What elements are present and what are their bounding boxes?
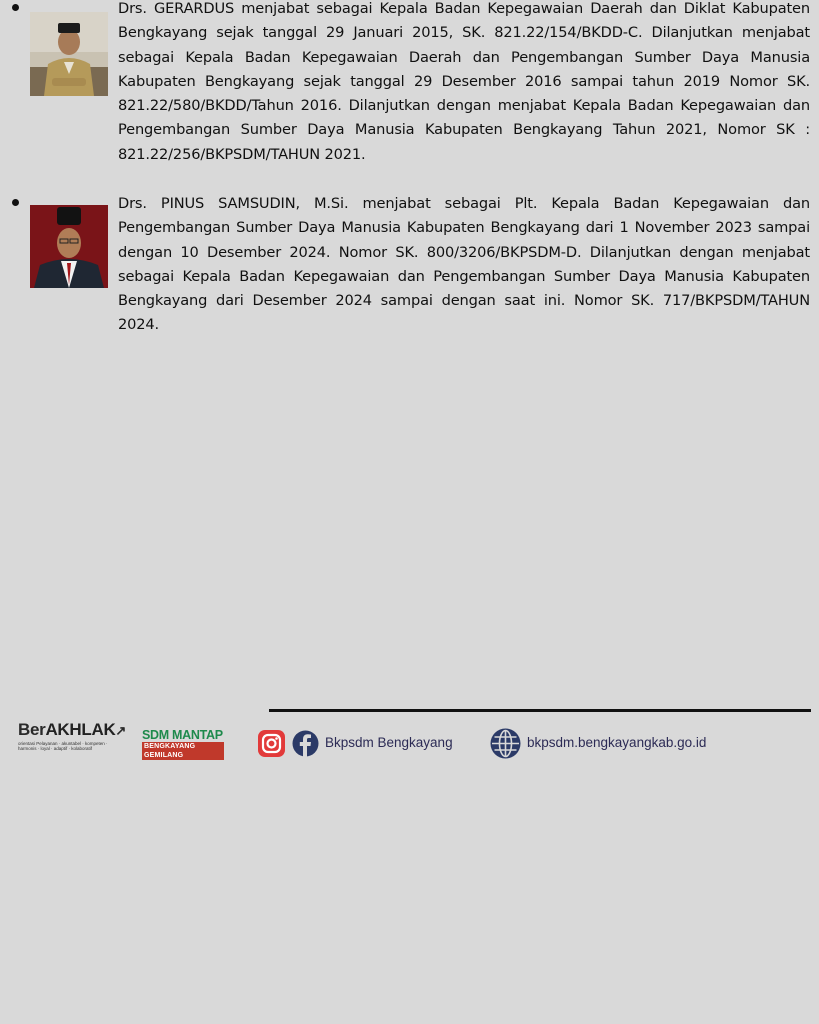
sdm-logo-top: SDM MANTAP [142, 728, 223, 742]
footer [0, 718, 819, 768]
berakhlak-brand-main: AKHLAK [45, 720, 116, 739]
bio-text-2: Drs. PINUS SAMSUDIN, M.Si. menjabat sebagai Plt. Kepala Badan Kepegawaian dan Pengembangan Sumber Daya Manusia Kabupaten Bengkayang dari 1 November 2023 sampai dengan 10 Desember 2024. Nomor SK. 800/3206/BKPSDM-D. Dilanjutkan dengan menjabat sebagai Kepala Badan Kepegawaian dan Pengembangan Sumber Daya Manusia Kabupaten Bengkayang dari Desember 2024 sampai dengan saat ini. Nomor SK. 717/BKPSDM/TAHUN 2024. [118, 195, 810, 334]
bullet-icon [12, 199, 19, 206]
website-link[interactable]: bkpsdm.bengkayangkab.go.id [527, 735, 707, 750]
facebook-label[interactable]: Bkpsdm Bengkayang [325, 735, 453, 750]
berakhlak-logo [18, 720, 128, 762]
sdm-mantap-logo [142, 728, 224, 758]
facebook-icon[interactable] [292, 730, 319, 757]
globe-icon[interactable] [490, 728, 521, 759]
berakhlak-brand-prefix: Ber [18, 720, 46, 739]
bullet-icon [12, 4, 19, 11]
instagram-icon[interactable] [258, 730, 285, 757]
berakhlak-tagline: orientasi Pelayanan · akuntabel · kompeten · harmonis · loyal · adaptif · kolaboratif [18, 741, 108, 751]
portrait-photo-1 [30, 12, 108, 96]
chevron-right-icon: ↗ [115, 723, 127, 738]
portrait-photo-2 [30, 205, 108, 288]
footer-divider [269, 709, 811, 712]
bio-text-1: Drs. GERARDUS menjabat sebagai Kepala Badan Kepegawaian Daerah dan Diklat Kabupaten Bengkayang sejak tanggal 29 Januari 2015, SK. 821.22/154/BKDD-C. Dilanjutkan menjabat sebagai Kepala Badan Kepegawaian Daerah dan Pengembangan Sumber Daya Manusia Kabupaten Bengkayang sejak tanggal 29 Desember 2016 sampai tahun 2019 Nomor SK. 821.22/580/BKDD/Tahun 2016. Dilanjutkan dengan menjabat Kepala Badan Kepegawaian dan Pengembangan Sumber Daya Manusia Kabupaten Bengkayang Tahun 2021, Nomor SK : 821.22/256/BKPSDM/TAHUN 2021. [118, 0, 810, 163]
sdm-logo-bottom: BENGKAYANG GEMILANG [142, 742, 224, 760]
